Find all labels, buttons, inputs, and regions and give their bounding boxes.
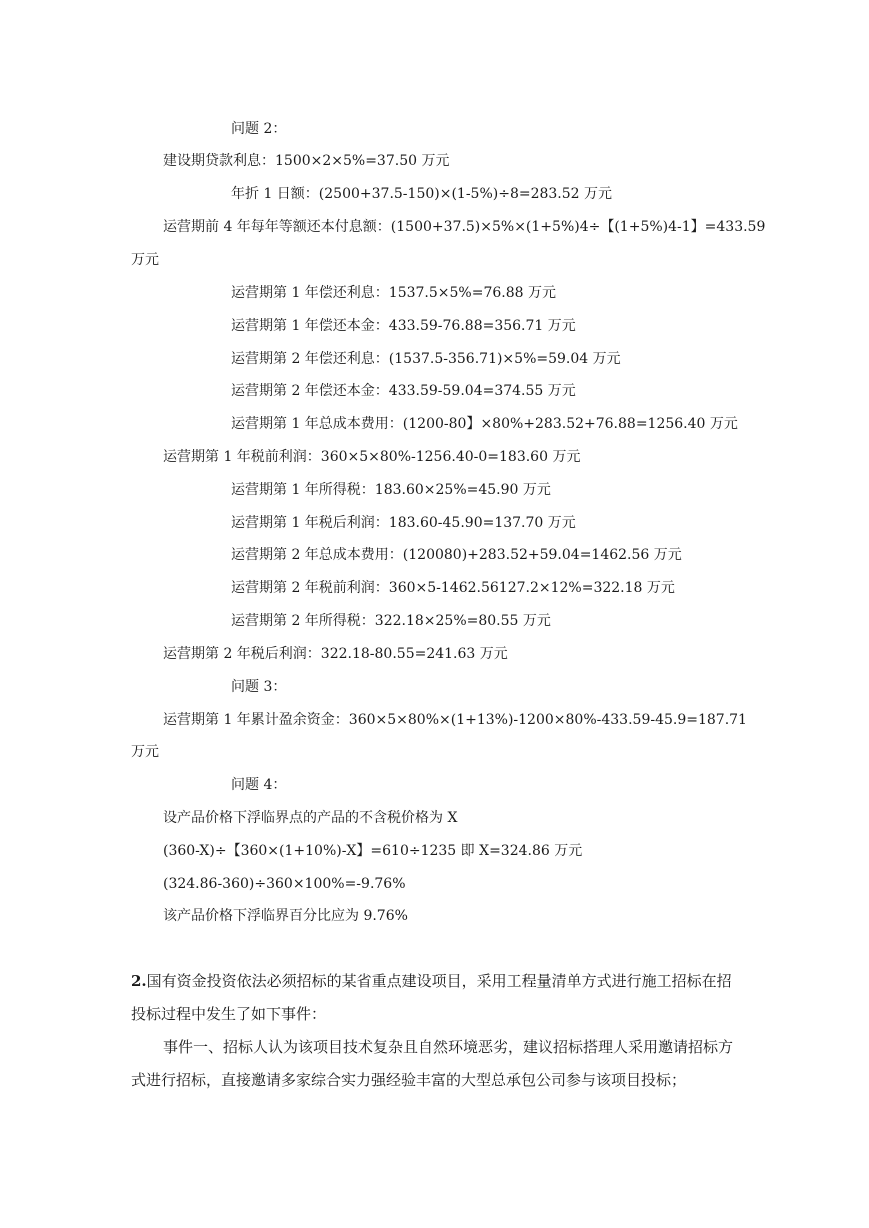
text-line: 运营期第 2 年偿还利息：(1537.5-356.71)×5%=59.04 万元 — [231, 351, 621, 367]
text-line: (360-X)÷【360×(1+10%)-X】=610÷1235 即 X=324.86 万元 — [163, 843, 583, 859]
text-line: 运营期第 1 年偿还利息：1537.5×5%=76.88 万元 — [231, 285, 556, 301]
text-line: (324.86-360)÷360×100%=-9.76% — [163, 876, 406, 892]
event-1-text: 事件一、招标人认为该项目技术复杂且自然环境恶劣，建议招标搭理人采用邀请招标方 — [163, 1038, 734, 1056]
section-2-intro: 2.国有资金投资依法必须招标的某省重点建设项目，采用工程量清单方式进行施工招标在招 — [131, 972, 732, 990]
text-line: 运营期第 2 年偿还本金：433.59-59.04=374.55 万元 — [231, 383, 576, 399]
text-line: 运营期第 1 年税后利润：183.60-45.90=137.70 万元 — [231, 515, 576, 531]
text-line: 建设期贷款利息：1500×2×5%=37.50 万元 — [163, 153, 450, 169]
text-line: 运营期第 1 年税前利润：360×5×80%-1256.40-0=183.60 万元 — [163, 449, 581, 465]
text-line: 运营期第 2 年税后利润：322.18-80.55=241.63 万元 — [163, 646, 508, 662]
text-line: 设产品价格下浮临界点的产品的不含税价格为 X — [163, 810, 458, 826]
text-line: 运营期第 1 年累计盈余资金：360×5×80%×(1+13%)-1200×80%-433.59-45.9=187.71 — [163, 712, 747, 728]
text-line: 运营期第 1 年偿还本金：433.59-76.88=356.71 万元 — [231, 318, 576, 334]
text-line: 运营期第 1 年总成本费用：(1200-80】×80%+283.52+76.88=1256.40 万元 — [231, 416, 738, 432]
text-line: 运营期第 2 年总成本费用：(120080)+283.52+59.04=1462.56 万元 — [231, 547, 682, 563]
text-line: 万元 — [131, 252, 159, 268]
text-line: 运营期第 1 年所得税：183.60×25%=45.90 万元 — [231, 482, 551, 498]
text-line: 投标过程中发生了如下事件： — [131, 1005, 327, 1023]
question-2-heading: 问题 2： — [231, 121, 287, 137]
text-line: 该产品价格下浮临界百分比应为 9.76% — [163, 908, 408, 924]
text-line: 万元 — [131, 744, 159, 760]
text-line: 运营期第 2 年税前利润：360×5-1462.56127.2×12%=322.18 万元 — [231, 580, 675, 596]
text-line: 运营期前 4 年每年等额还本付息额：(1500+37.5)×5%×(1+5%)4÷【(1+5%)4-1】=433.59 — [163, 219, 766, 235]
section-2-number: 2. — [131, 972, 147, 990]
text-line: 运营期第 2 年所得税：322.18×25%=80.55 万元 — [231, 613, 551, 629]
text-line: 年折 1 日额：(2500+37.5-150)×(1-5%)÷8=283.52 万元 — [231, 186, 613, 202]
question-4-heading: 问题 4： — [231, 777, 287, 793]
text-line: 式进行招标，直接邀请多家综合实力强经验丰富的大型总承包公司参与该项目投标； — [131, 1071, 687, 1089]
question-3-heading: 问题 3： — [231, 679, 287, 695]
